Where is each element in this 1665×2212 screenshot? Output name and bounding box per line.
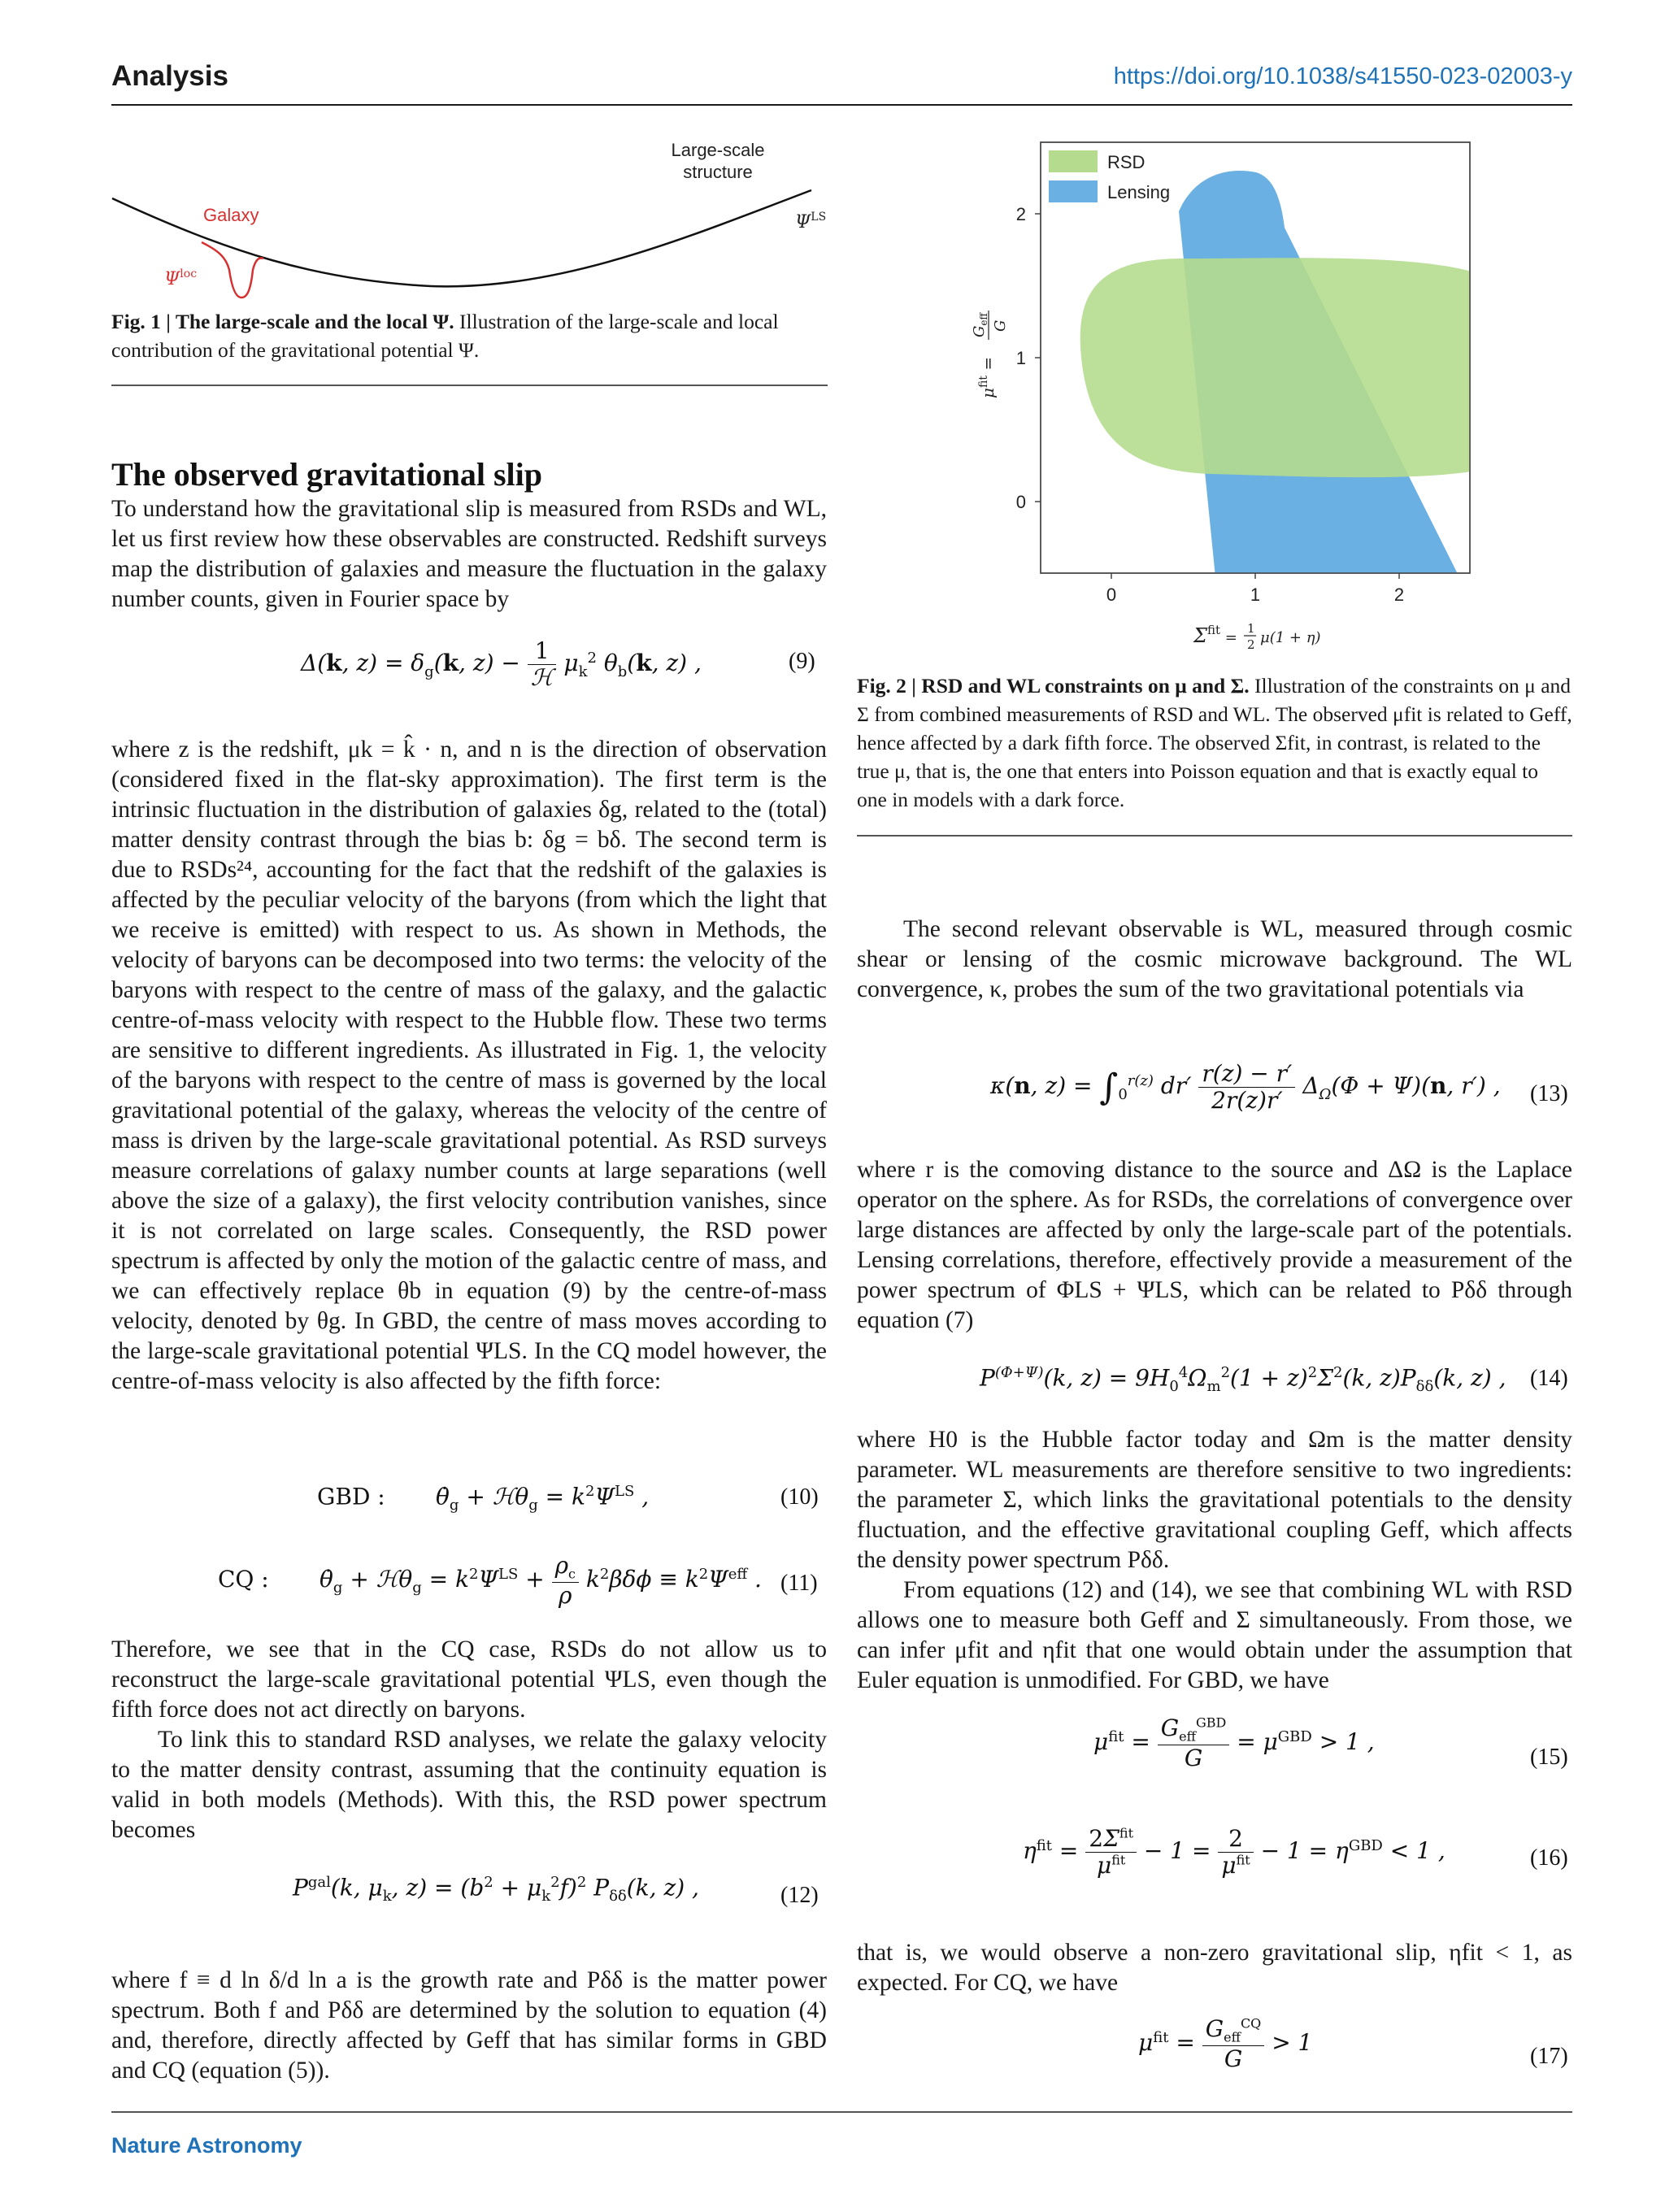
- local-potential-well: [202, 242, 263, 298]
- header-rule: [111, 104, 1572, 106]
- section-label: Analysis: [111, 60, 228, 92]
- x-tick-0: 0: [1106, 585, 1117, 605]
- figure-2-rule: [857, 835, 1572, 837]
- equation-9: Δ(k, $z) = \delta_g(k$, z) − $\frac{1}{\text{ℋ}}$ $\mu_k^2$ $\theta_b(k$, z) ,: [301, 637, 702, 692]
- equation-10: GBD : $\thetȧ_g$ + ℋθ$_g$ = $k^2\Psi^{LS}$ ,: [317, 1483, 650, 1514]
- equation-17: $\mu^{fit}$ = $\frac{G_{eff}^{CQ}}{G}$ > 1: [1138, 2015, 1313, 2072]
- right-paragraph-1: The second relevant observable is WL, measured through cosmic shear or lensing of the cosmic microwave background. The WL convergence, κ, probes the sum of the two gravitational potentials via: [857, 916, 1572, 1002]
- svg-text:μfit =: $\mu^{fit}$ =: [977, 356, 998, 398]
- figure-1-caption: Fig. 1 | The large-scale and the local Ψ. Illustration of the large-scale and local contribution of the gravitational potential Ψ.: [111, 310, 779, 362]
- left-paragraph-5: where f ≡ d ln δ/d ln a is the growth rate and Pδδ is the matter power spectrum. Both f and Pδδ are determined by the solution to equation (4) and, therefore, directly affected by Geff that has similar forms in GBD and CQ (equation (5)).: [111, 1967, 827, 2084]
- figure-1-rule: [111, 385, 828, 386]
- figure-1-diagram: [106, 138, 827, 317]
- svg-text:2: 2: [1247, 637, 1255, 652]
- equation-15-number: (15): [1530, 1745, 1568, 1770]
- right-paragraph-3: where H0 is the Hubble factor today and Ωm is the matter density parameter. WL measurements are therefore sensitive to two ingredients: the parameter Σ, which links the gravitational potentials to the density fluctuation, and the effective gravitational coupling Geff, which affects the density power spectrum Pδδ.: [857, 1427, 1572, 1573]
- left-paragraph-1: To understand how the gravitational slip is measured from RSDs and WL, let us first review how these observables are constructed. Redshift surveys map the distribution of galaxies and measure the fluctuation in the galaxy number counts, given in Fourier space by: [111, 496, 827, 612]
- svg-text:Geff: $G_{eff}$: [971, 312, 989, 337]
- svg-text:Σfit =: $\Sigma^{fit}$ $_=$: [1193, 623, 1237, 647]
- svg-text:μ(1 + η): μ(1 + η): [1260, 629, 1321, 646]
- legend-label-lensing: Lensing: [1107, 182, 1171, 202]
- right-paragraph-2: where r is the comoving distance to the source and ΔΩ is the Laplace operator on the sphere. As for RSDs, the correlations of convergence over large distances are affected by only the large-scale part of the potentials. Lensing correlations, therefore, effectively provide a measurement of the power spectrum of ΦLS + ΨLS, which can be related to Pδδ through equation (7): [857, 1157, 1572, 1333]
- equation-13-number: (13): [1530, 1081, 1568, 1106]
- figure-2-chart: [951, 130, 1512, 667]
- y-tick-2: 2: [1015, 204, 1026, 224]
- equation-16: $\eta^{fit}$ = $\frac{2\Sigma^{fit}}{\mu^{fit}}$ − 1 = $\frac{2}{\mu^{fit}}$ − $1 = \eta^{GBD} < 1$ ,: [1023, 1825, 1445, 1880]
- x-tick-2: 2: [1393, 585, 1405, 605]
- equation-10-number: (10): [780, 1484, 819, 1510]
- label-large-scale-structure: Large-scale: [671, 140, 765, 160]
- svg-text:G: G: [992, 319, 1009, 332]
- equation-12-number: (12): [780, 1883, 819, 1908]
- footer-rule: [111, 2111, 1572, 2113]
- figure-2-caption: Fig. 2 | RSD and WL constraints on μ and Σ. Illustration of the constraints on μ and Σ from combined measurements of RSD and WL. The observed μfit is related to Geff, hence affected by a dark fifth force. The observed Σfit, in contrast, is related to the true μ, that is, the one that enters into Poisson equation and that is exactly equal to one in models with a dark force.: [857, 674, 1572, 811]
- svg-text:1: 1: [1247, 621, 1255, 636]
- equation-15: $\mu^{fit}$ = $\frac{G_{eff}^{GBD}}{G}$ = $\mu^{GBD} > 1$ ,: [1093, 1714, 1375, 1771]
- section-heading: The observed gravitational slip: [111, 456, 543, 493]
- x-axis-label: [1193, 621, 1321, 652]
- y-tick-1: 1: [1015, 348, 1026, 368]
- legend-label-rsd: RSD: [1107, 152, 1146, 172]
- x-tick-1: 1: [1250, 585, 1261, 605]
- svg-text:structure: structure: [683, 162, 753, 182]
- label-psi-ls: $\Psi^{LS}$: [795, 211, 827, 232]
- equation-11-label: CQ :: [218, 1566, 269, 1593]
- doi-link[interactable]: https://doi.org/10.1038/s41550-023-02003-y: [1113, 63, 1572, 89]
- legend-swatch-lensing: [1049, 180, 1098, 202]
- label-psi-loc: $\Psi^{loc}$: [164, 267, 198, 289]
- equation-16-number: (16): [1530, 1845, 1568, 1871]
- left-paragraph-2: where z is the redshift, μk = k̂ · n, and n is the direction of observation (considered fixed in the flat-sky approximation). The first term is the intrinsic fluctuation in the distribution of galaxies δg, related to the (total) matter density contrast through the bias b: δg = bδ. The second term is due to RSDs²⁴, accounting for the fact that the redshift of the galaxies is affected by the peculiar velocity of the baryons (from which the light that we receive is emitted) with respect to us. As shown in Methods, the velocity of baryons can be decomposed into two terms: the velocity of the baryons with respect to the centre of mass of the galaxy, and the galactic centre-of-mass velocity with respect to the Hubble flow. These two terms are sensitive to different ingredients. As illustrated in Fig. 1, the velocity of the baryons with respect to the centre of mass is governed by the local gravitational potential of the galaxy, whereas the velocity of the centre of mass is driven by the large-scale gravitational potential. As RSD surveys measure correlations of galaxy number counts at large separations (well above the size of a galaxy), the first velocity contribution vanishes, since it is not correlated on large scales. Consequently, the RSD power spectrum is affected by only the motion of the galactic centre of mass, and we can effectively replace θb in equation (9) by the centre-of-mass velocity, denoted by θg. In GBD, the centre of mass moves according to the large-scale gravitational potential ΨLS. In the CQ model however, the centre-of-mass velocity is also affected by the fifth force:: [111, 737, 827, 1394]
- equation-10-label: GBD :: [317, 1483, 385, 1510]
- right-paragraph-5: that is, we would observe a non-zero gravitational slip, ηfit < 1, as expected. For CQ, we have: [857, 1940, 1572, 1996]
- label-galaxy: Galaxy: [203, 205, 259, 225]
- equation-13: κ(n, $z) = \int_0^{r(z)}$ dr′ $\frac{r(z) - r'}{2r(z)r'}$ $\Delta_\Omega(\Phi + \Psi)(n$, r′) ,: [990, 1060, 1501, 1115]
- equation-9-number: (9): [789, 649, 815, 674]
- legend-swatch-rsd: [1049, 150, 1098, 172]
- equation-12: $P^{gal}(k$, $\mu_k$, $z) = (b^2 + \mu_k^2f)^2$ $P_{\delta\delta}(k$, z) ,: [293, 1874, 699, 1905]
- y-axis-label: [971, 311, 1009, 398]
- y-tick-0: 0: [1015, 492, 1026, 512]
- equation-11-number: (11): [780, 1571, 818, 1596]
- equation-11: CQ : $\thetȧ_g$ + ℋθ$_g$ = $k^2\Psi^{LS}$ + $\frac{\rho_c}{\rho}$ $k^2\beta\delta\phi \equiv k^2\Psi^{eff}$ .: [218, 1552, 762, 1609]
- journal-name: Nature Astronomy: [111, 2133, 302, 2158]
- equation-14: $P^{(\Phi+\Psi)}(k$, $z) = 9H_0^4\Omega_m^2(1 + z)^2\Sigma^2(k$, $z)P_{\delta\delta}(k$, z) ,: [980, 1364, 1506, 1395]
- right-paragraph-4: From equations (12) and (14), we see that combining WL with RSD allows one to measure both Geff and Σ simultaneously. From those, we can infer μfit and ηfit that one would obtain under the assumption that Euler equation is unmodified. For GBD, we have: [857, 1577, 1572, 1693]
- series-rsd-region: [1080, 258, 1472, 477]
- left-paragraph-3: Therefore, we see that in the CQ case, RSDs do not allow us to reconstruct the large-scale gravitational potential ΨLS, even though the fifth force does not act directly on baryons.: [111, 1636, 827, 1723]
- equation-14-number: (14): [1530, 1366, 1568, 1391]
- left-paragraph-4: To link this to standard RSD analyses, we relate the galaxy velocity to the matter density contrast, assuming that the continuity equation is valid in both models (Methods). With this, the RSD power spectrum becomes: [111, 1727, 827, 1843]
- equation-17-number: (17): [1530, 2044, 1568, 2069]
